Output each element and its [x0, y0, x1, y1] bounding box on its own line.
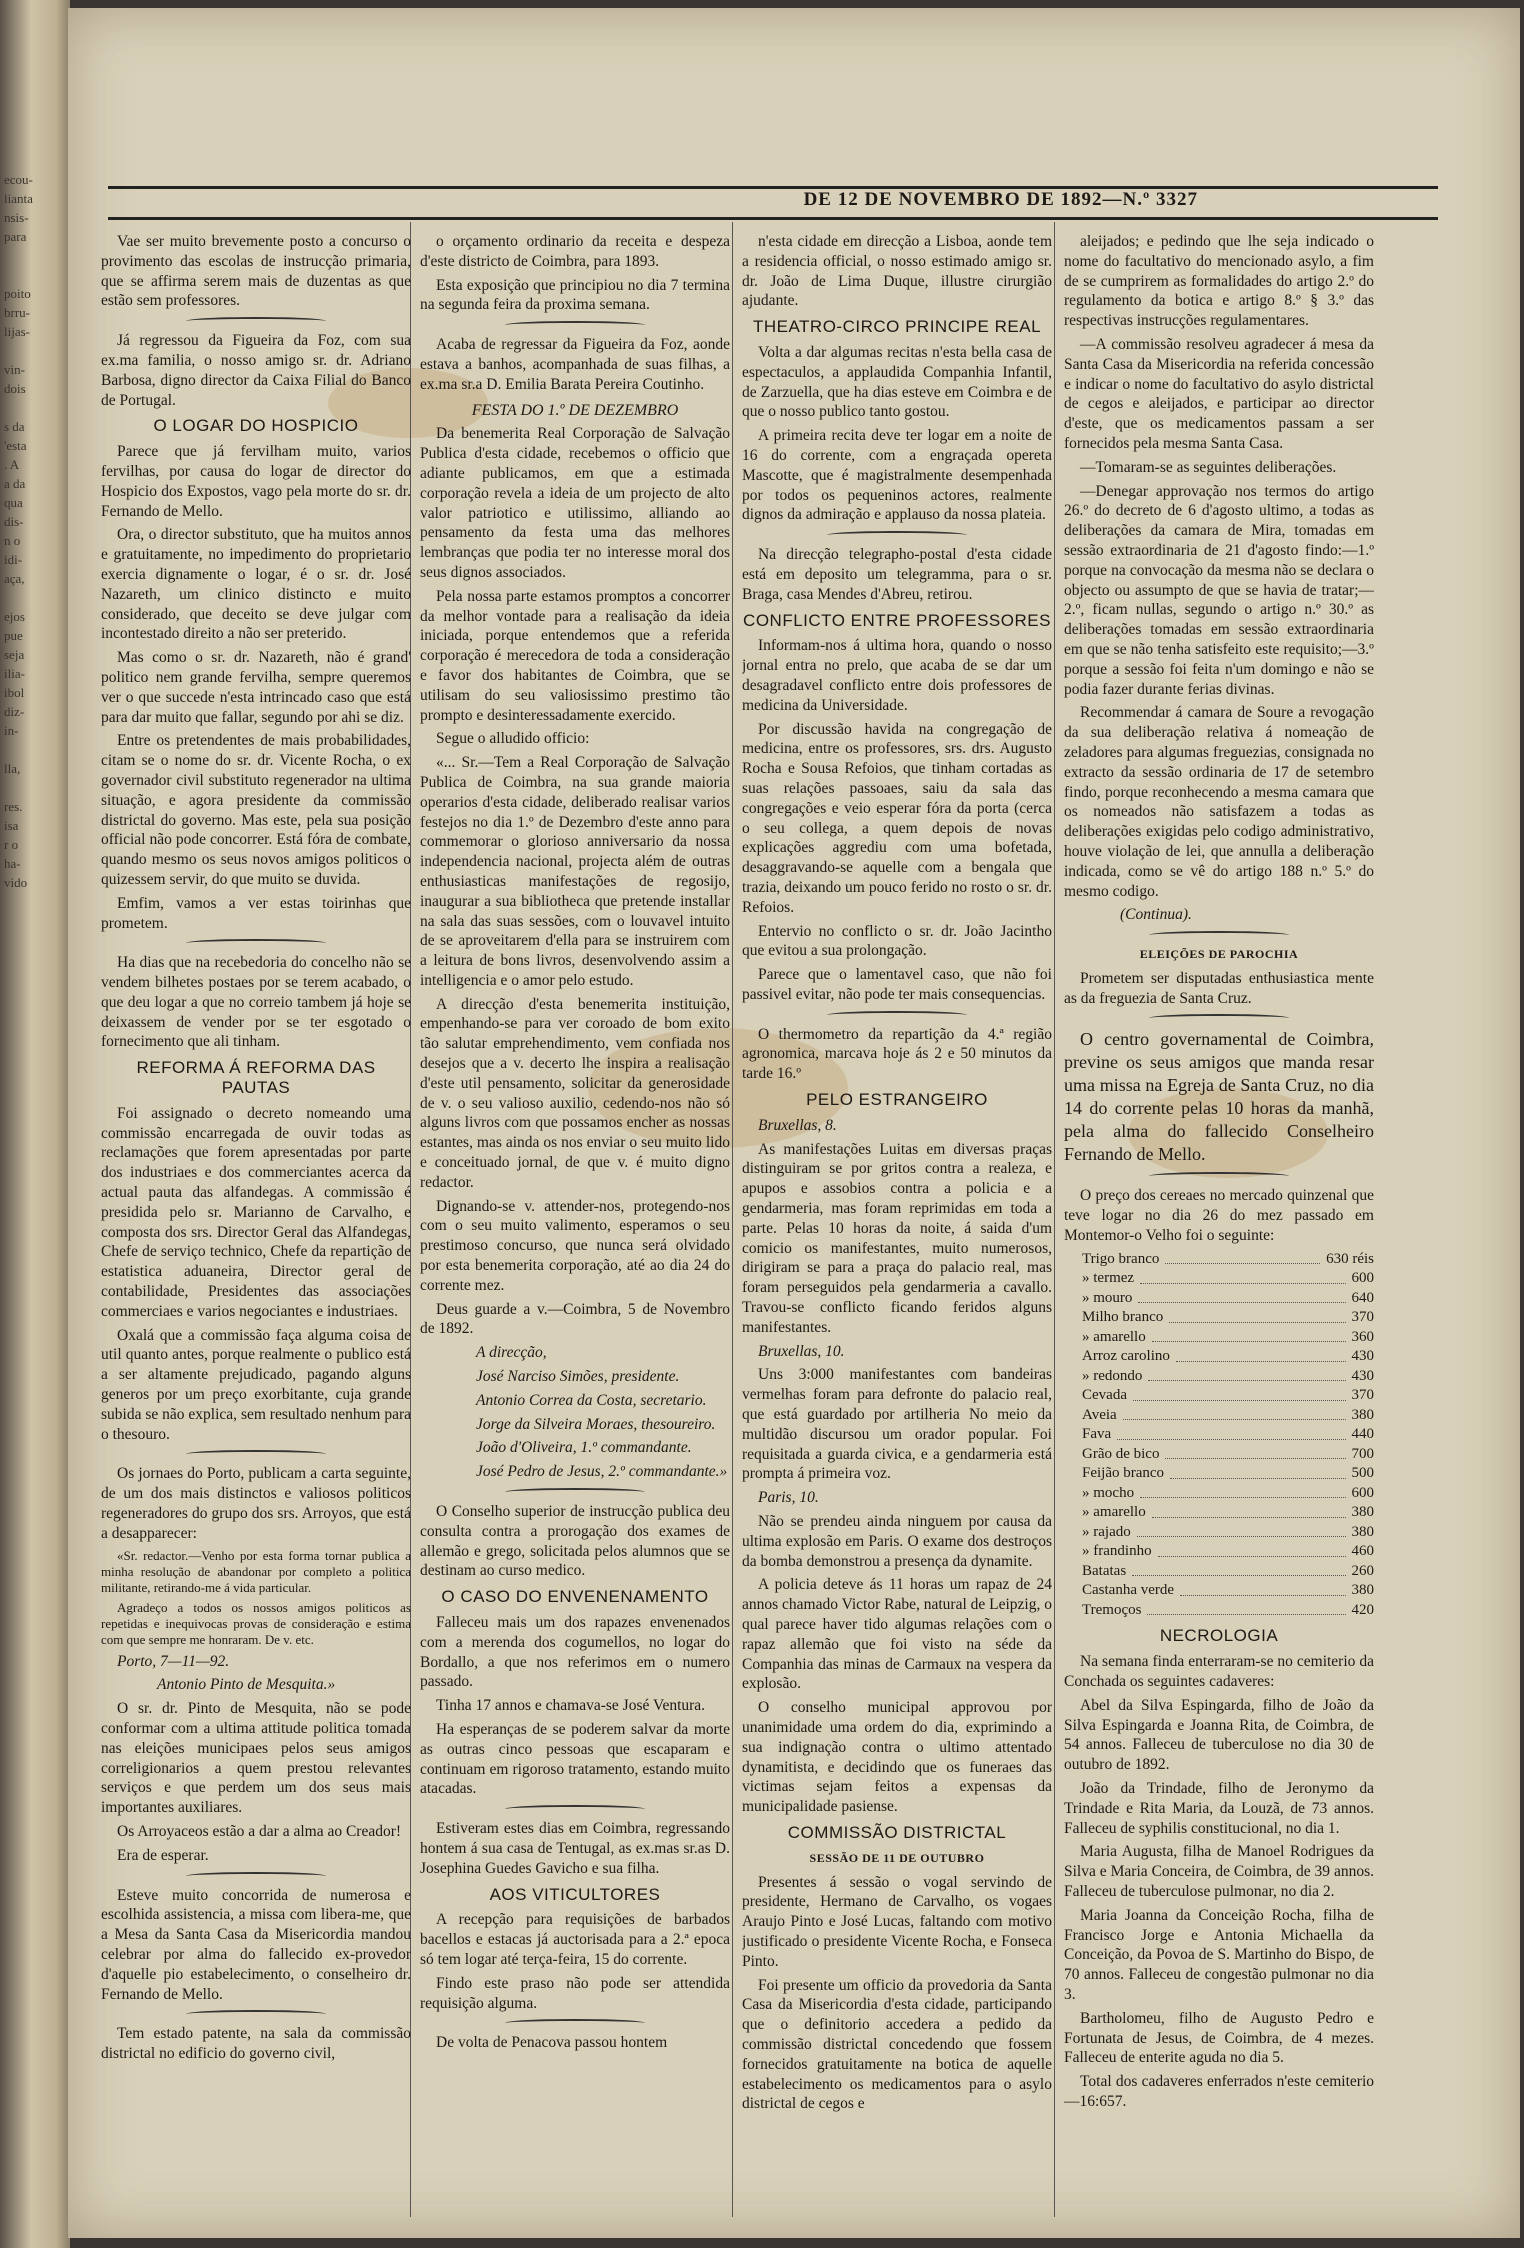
price-item: Cevada [1082, 1387, 1127, 1404]
paragraph: Maria Augusta, filha de Manoel Rodrigues da Silva e Maria Conceira, de Coimbra, de 39 annos. Falleceu de tuberculose pulmonar, no dia 2. [1064, 1843, 1374, 1900]
price-row [1064, 1464, 1374, 1484]
price-value: 430 [1351, 1348, 1374, 1365]
price-row [1064, 1601, 1374, 1621]
leader-dots [1170, 1464, 1345, 1479]
dateline: Bruxellas, 8. [758, 1116, 837, 1134]
section-separator [1149, 1014, 1289, 1022]
paragraph: Falleceu mais um dos rapazes envenenados com a merenda dos cogumellos, no logar do Bordallo, a que nos referimos em o numero passado. [420, 1614, 730, 1691]
paragraph: Presentes á sessão o vogal servindo de presidente, Hermano de Carvalho, os vogaes Araujo Pinto e José Lucas, faltando com motivo justificado o presidente Vicente Rocha, e Fonseca Pinto. [742, 1873, 1052, 1970]
paragraph: Bartholomeu, filho de Augusto Pedro e Fortunata de Jesus, de Coimbra, de 4 mezes. Falleceu de enterite aguda no dia 5. [1064, 2009, 1374, 2067]
leader-dots [1148, 1367, 1345, 1382]
price-value: 430 [1351, 1367, 1374, 1384]
leader-dots [1176, 1347, 1346, 1362]
paragraph: O conselho municipal approvou por unanimidade uma ordem do dia, exprimindo a sua indignação contra o ultimo attentado dynamitista, e decidindo que os funeraes das victimas sejam feitos a expensas da municipalidade pasiense. [742, 1699, 1052, 1816]
paragraph: Tinha 17 annos e chamava-se José Ventura. [436, 1697, 706, 1715]
price-row [1064, 1484, 1374, 1504]
section-heading: NECROLOGIA [1159, 1626, 1279, 1646]
price-item: » amarello [1082, 1328, 1146, 1345]
section-heading: REFORMA Á REFORMA DAS PAUTAS [136, 1058, 376, 1098]
price-item: Tremoços [1082, 1601, 1142, 1618]
paragraph: Maria Joanna da Conceição Rocha, filha de Francisco Jorge e Antonia Michaella da Conceição, da Povoa de S. Martinho do Bispo, de 70 annos. Falleceu de congestão pulmonar no dia 3. [1064, 1906, 1374, 2003]
section-heading: FESTA DO 1.º DE DEZEMBRO [471, 401, 679, 419]
paragraph: A recepção para requisições de barbados bacellos e estacas já auctorisada para a 2.ª epoca só tem logar até terça-feira, 15 do corrente. [420, 1911, 730, 1968]
paragraph: Foi assignado o decreto nomeando uma commissão encarregada de ouvir todas as reclamações que forem apresentadas por parte dos industriaes e dos commerciantes acerca da actual pauta das alfandegas. A commissão é presidida pelo sr. Marianno de Carvalho, e composta dos srs. Director Geral das Alfandegas, Chefe de serviço technico, Chefe da repartição de estatistica aduaneira, Director geral de contabilidade, Presidentes das associações commerciaes e varios negociantes e industriaes. [101, 1104, 411, 1320]
paragraph: Mas como o sr. dr. Nazareth, não é grand' politico nem grande fervilha, sempre queremos ver o que succede n'esta intrincado caso que está para dar muito que fallar, segundo por ahi se diz. [101, 649, 411, 726]
column-2 [420, 232, 730, 2217]
price-value: 420 [1351, 1601, 1374, 1618]
column-1 [101, 232, 411, 2217]
section-separator [186, 939, 326, 947]
price-row [1064, 1523, 1374, 1543]
paragraph: Da benemerita Real Corporação de Salvação Publica d'esta cidade, recebemos o officio que adiante publicamos, em que a estimada corporação revela a ideia de um projecto de alto valor patriotico e utilissimo, alliando ao pensamento da festa uma das melhores lembranças que podia ter no interesse moral dos seus dignos associados. [420, 425, 730, 581]
section-heading: AOS VITICULTORES [489, 1884, 661, 1904]
paragraph: As manifestações Luitas em diversas praças distinguiram se por gritos contra a realeza, e apupos e assobios contra a policia e a gendarmeria, mas foram reprimidas em toda a parte. Pelas 10 horas da noite, á saida d'um comicio os manifestantes, muito numerosos, dirigiram se para a praça do palacio real, mas foram perseguidos pela gendarmeria a cavallo. Travou-se conflicto ficando feridos alguns manifestantes. [742, 1140, 1052, 1336]
paragraph: Não se prendeu ainda ninguem por causa da ultima explosão em Paris. O exame dos destroços da bomba demonstrou a presença da dynamite. [742, 1513, 1052, 1570]
price-item: Arroz carolino [1082, 1348, 1170, 1365]
signature-line: José Narciso Simões, presidente. [476, 1368, 680, 1386]
sub-heading: ELEIÇÕES DE PAROCHIA [1139, 947, 1299, 962]
section-separator [827, 531, 967, 539]
leader-dots [1152, 1328, 1346, 1343]
paragraph: Na semana finda enterraram-se no cemiterio da Conchada os seguintes cadaveres: [1064, 1653, 1374, 1690]
paragraph: Parece que o lamentavel caso, que não foi passivel evitar, não pode ter mais consequencias. [742, 966, 1052, 1003]
price-row [1064, 1269, 1374, 1289]
paragraph: Já regressou da Figueira da Foz, com sua ex.ma familia, o nosso amigo sr. dr. Adriano Barbosa, digno director da Caixa Filial do Banco de Portugal. [101, 332, 411, 409]
column-divider [1054, 222, 1055, 2217]
leader-dots [1137, 1523, 1346, 1538]
section-separator [186, 2010, 326, 2018]
price-item: Milho branco [1082, 1309, 1164, 1326]
price-item: » redondo [1082, 1367, 1143, 1384]
price-table [1064, 1250, 1374, 1621]
section-separator [505, 2019, 645, 2027]
adjacent-page-spine [0, 0, 70, 2248]
price-value: 440 [1351, 1426, 1374, 1443]
paragraph: Uns 3:000 manifestantes com bandeiras vermelhas foram para defronte do palacio real, que está guardado por artilheria No meio da multidão discursou um orador popular. Foi requisitada a guarda civica, e a gendarmeria está prompta á primeira voz. [742, 1366, 1052, 1483]
paragraph: Dignando-se v. attender-nos, protegendo-nos com o seu muito valimento, esperamos o seu prestimoso concurso, que nunca será olvidado por esta benemerita corporação, até ao dia 24 do corrente mez. [420, 1197, 730, 1294]
price-value: 370 [1351, 1387, 1374, 1404]
paragraph: Recommendar á camara de Soure a revogação da sua deliberação relativa á nomeação de zeladores para algumas freguezias, consignada no extracto da sessão ordinaria de 17 de setembro findo, porque reconhecendo a mesma camara que os nomeados não satisfazem a todas as deliberações exigidas pelo codigo administrativo, houve violação de lei, que annulla a deliberação indicada, como se vê do artigo 188 n.º 5.º do mesmo codigo. [1064, 704, 1374, 900]
paragraph: Ha dias que na recebedoria do concelho não se vendem bilhetes postaes por se terem acabado, o que deu logar a que no correio tambem já hoje se deixassem de vender por se ter esgotado o fornecimento que ali tinham. [101, 954, 411, 1051]
paragraph: O Conselho superior de instrucção publica deu consulta contra a prorogação dos exames de allemão e grego, solicitada pelos alumnos que se destinam ao curso medico. [420, 1503, 730, 1580]
paragraph: Ha esperanças de se poderem salvar da morte as outras cinco pessoas que escaparam e continuam em rigoroso tratamento, estando muito atacadas. [420, 1720, 730, 1798]
paragraph: João da Trindade, filho de Jeronymo da Trindade e Rita Maria, da Louzã, de 73 annos. Falleceu de syphilis constitucional, no dia 1. [1064, 1779, 1374, 1837]
leader-dots [1165, 1250, 1320, 1265]
price-item: » termez [1082, 1270, 1135, 1287]
paragraph: —Tomaram-se as seguintes deliberações. [1080, 458, 1337, 476]
paragraph: Por discussão havida na congregação de medicina, entre os professores, srs. drs. Augusto Rocha e Sousa Refoios, que tinham cortadas as suas relações passoaes, saiu da sala das congregações e veio esperar fóra da porta (cerca o seu collega, a quem depois de novas explicações aggrediu com uma bofetada, desaggravando-se aquelle com a bengala que trazia, deixando um pouco ferido no rosto o sr. dr. Refoios. [742, 720, 1052, 916]
signature-line: Antonio Correa da Costa, secretario. [476, 1391, 707, 1409]
price-value: 380 [1351, 1523, 1374, 1540]
leader-dots [1180, 1581, 1345, 1596]
leader-dots [1140, 1269, 1345, 1284]
paragraph: «... Sr.—Tem a Real Corporação de Salvação Publica de Coimbra, na sua grande maioria operarios d'esta cidade, deliberado realisar varios festejos no dia 1.º de Dezembro d'este anno para commemorar o glorioso anniversario da nossa independencia nacional, projecta além de outras enthusiasticas manifestações de regosijo, inaugurar a sua bibliotheca que pretende installar na sala das suas sessões, com o louvavel intuito de se aproveitarem d'ella para se instruirem com a leitura de bons livros, desenvolvendo assim a intelligencia e o amor pelo estudo. [420, 754, 730, 989]
signature-line: João d'Oliveira, 1.º commandante. [476, 1439, 692, 1457]
paragraph: Abel da Silva Espingarda, filho de João da Silva Espingarda e Joanna Rita, de Coimbra, de 54 annos. Falleceu de tuberculose no dia 30 de outubro de 1892. [1064, 1696, 1374, 1774]
price-item: Fava [1082, 1426, 1112, 1443]
price-row [1064, 1367, 1374, 1387]
price-value: 380 [1351, 1406, 1374, 1423]
price-row [1064, 1386, 1374, 1406]
paragraph: O sr. dr. Pinto de Mesquita, não se pode conformar com a ultima attitude politica tomada nas eleições municipaes pelos seus amigos correligionarios a quem prestou relevantes serviços e que perdem um dos seus mais importantes auxiliares. [101, 1700, 411, 1817]
sub-heading: SESSÃO DE 11 DE OUTUBRO [809, 1850, 985, 1865]
price-value: 630 réis [1326, 1250, 1374, 1267]
section-separator [827, 1011, 967, 1019]
price-row [1064, 1503, 1374, 1523]
price-value: 260 [1351, 1562, 1374, 1579]
price-item: » amarello [1082, 1504, 1146, 1521]
paragraph: Total dos cadaveres enferrados n'este cemiterio—16:657. [1064, 2073, 1374, 2110]
price-value: 380 [1351, 1582, 1374, 1599]
price-item: Feijão branco [1082, 1465, 1165, 1482]
paragraph: Findo este praso não pode ser attendida requisição alguma. [420, 1974, 730, 2012]
section-heading: THEATRO-CIRCO PRINCIPE REAL [752, 317, 1042, 337]
dateline: Porto, 7—11—92. [117, 1652, 230, 1670]
notice-paragraph: O centro governamental de Coimbra, previne os seus amigos que manda resar uma missa na Egreja de Santa Cruz, no dia 14 do corrente pelas 10 horas da manhã, pela alma do fallecido Conselheiro Fernando de Mello. [1064, 1029, 1374, 1165]
price-item: Grão de bico [1082, 1445, 1160, 1462]
leader-dots [1117, 1425, 1345, 1440]
paragraph: Deus guarde a v.—Coimbra, 5 de Novembro de 1892. [420, 1300, 730, 1338]
paragraph: Volta a dar algumas recitas n'esta bella casa de espectaculos, a applaudida Companhia Infantil, de Zarzuella, que ha dias esteve em Coimbra e de que o nosso publico tanto gostou. [742, 343, 1052, 421]
price-row [1064, 1289, 1374, 1309]
price-item: Batatas [1082, 1562, 1127, 1579]
paragraph: o orçamento ordinario da receita e despeza d'este districto de Coimbra, para 1893. [420, 233, 730, 270]
price-value: 500 [1351, 1465, 1374, 1482]
paragraph: A primeira recita deve ter logar em a noite de 16 do corrente, com a engraçada opereta Mascotte, que é magistralmente desempenhada por todos os pequeninos actores, realmente dignos da admiração e applauso da nossa plateia. [742, 427, 1052, 524]
paragraph: A policia deteve ás 11 horas um rapaz de 24 annos chamado Victor Rabe, natural de Leipzig, o qual parece haver tido algumas relações com o rapaz allemão que foi visto na séde da Companhia das minas de Carmaux na vespera da explosão. [742, 1576, 1052, 1693]
paragraph: O thermometro da repartição da 4.ª região agronomica, marcava hoje ás 2 e 50 minutos da tarde 16.º [742, 1025, 1052, 1083]
paragraph: Os jornaes do Porto, publicam a carta seguinte, de um dos mais distinctos e valiosos politicos regeneradores do grupo dos srs. Arroyos, que está a desapparecer: [101, 1465, 411, 1542]
leader-dots [1169, 1308, 1345, 1323]
masthead-rule [108, 186, 1438, 220]
letter-paragraph: Agradeço a todos os nossos amigos politicos as repetidas e inequivocas provas de consideração e estima com que sempre me honraram. De v. etc. [101, 1599, 411, 1647]
leader-dots [1152, 1503, 1346, 1518]
section-separator [186, 317, 326, 325]
dateline: Paris, 10. [758, 1489, 819, 1507]
issue-date-line: DE 12 DE NOVEMBRO DE 1892—N.º 3327 [803, 189, 1198, 210]
section-separator [505, 1805, 645, 1813]
leader-dots [1158, 1542, 1346, 1557]
adjacent-page-text: ecou- lianta nsis- para poito brru- lijas- vin- dois s da 'esta . A a da qua dis- n o idi- aça, ejos pue seja ilia- ibol diz- in- lla, res. isa r o ha- vido [4, 172, 33, 890]
section-heading: COMMISSÃO DISTRICTAL [787, 1822, 1007, 1842]
price-row [1064, 1542, 1374, 1562]
price-value: 700 [1351, 1445, 1374, 1462]
price-item: Trigo branco [1082, 1250, 1160, 1267]
section-separator [505, 1488, 645, 1496]
leader-dots [1133, 1386, 1346, 1401]
paragraph: Foi presente um officio da provedoria da Santa Casa da Misericordia d'esta cidade, participando que o definitorio accedera a pedido da commissão districtal concedendo que fossem fornecidos gratuitamente na botica de aquelle estabelecimento os medicamentos para o asylo districtal de cegos e [742, 1976, 1052, 2113]
newspaper-page [68, 8, 1520, 2238]
leader-dots [1147, 1601, 1345, 1616]
signature-line: A direcção, [476, 1344, 547, 1362]
price-row [1064, 1581, 1374, 1601]
paragraph: Ora, o director substituto, que ha muitos annos e gratuitamente, no impedimento do proprietario exercia dignamente o logar, é o sr. dr. José Nazareth, um clinico distincto e muito considerado, que deceito se deve julgar com incontestado direito a não ser preterido. [101, 526, 411, 643]
paragraph: aleijados; e pedindo que lhe seja indicado o nome do facultativo do mencionado asylo, a fim de se cumprirem as formalidades do artigo 2.º do regulamento da botica e artigo 8.º § 3.º das respectivas instrucções regulamentares. [1064, 233, 1374, 330]
section-separator [186, 1450, 326, 1458]
section-heading: O LOGAR DO HOSPICIO [153, 416, 359, 436]
price-item: » mocho [1082, 1484, 1135, 1501]
leader-dots [1138, 1289, 1345, 1304]
paragraph: Tem estado patente, na sala da commissão districtal no edificio do governo civil, [101, 2025, 411, 2063]
paragraph: Esteve muito concorrida de numerosa e escolhida assistencia, a missa com libera-me, que a Mesa da Santa Casa da Misericordia mandou celebrar por alma do fallecido ex-provedor d'aquelle pio estabelecimento, o conselheiro dr. Fernando de Mello. [101, 1886, 411, 2003]
paragraph: Entre os pretendentes de mais probabilidades, citam se o nome do sr. dr. Vicente Rocha, o ex governador civil substituto regenerador na ultima situação, e agora presidente da commissão districtal do governo. Mas este, pela sua posição official não pode concorrer. Está fóra de combate, quando mesmo os seus novos amigos politicos o quizessem servir, do que muito se duvida. [101, 732, 411, 888]
column-4 [1064, 232, 1374, 2217]
leader-dots [1123, 1406, 1346, 1421]
price-value: 600 [1351, 1270, 1374, 1287]
price-item: Castanha verde [1082, 1582, 1175, 1599]
paragraph: n'esta cidade em direcção a Lisboa, aonde tem a residencia official, o nosso estimado amigo sr. dr. João de Lima Duque, illustre cirurgião ajudante. [742, 233, 1052, 310]
price-row [1064, 1328, 1374, 1348]
section-separator [1149, 1172, 1289, 1180]
price-item: » rajado [1082, 1523, 1131, 1540]
letter-paragraph: «Sr. redactor.—Venho por esta forma tornar publica a minha resolução de abandonar por completo a politica militante, retirando-me á vida particular. [101, 1547, 411, 1595]
paragraph: Os Arroyaceos estão a dar a alma ao Creador! [117, 1822, 402, 1840]
section-separator [186, 1872, 326, 1880]
paragraph: Oxalá que a commissão faça alguma coisa de util quanto antes, porque realmente o publico está a ser altamente prejudicado, pagando alguns generos por um preço exorbitante, cuja grande subida se não explica, sem resultado nenhum para o thesouro. [101, 1326, 411, 1443]
paragraph: O preço dos cereaes no mercado quinzenal que teve logar no dia 26 do mez passado em Montemor-o Velho foi o seguinte: [1064, 1187, 1374, 1245]
signature-line: (Continua). [1120, 906, 1192, 924]
signature-line: José Pedro de Jesus, 2.º commandante.» [476, 1463, 728, 1481]
price-item: » mouro [1082, 1289, 1133, 1306]
paragraph: Parece que já fervilham muito, varios fervilhas, por causa do logar de director do Hospicio dos Expostos, vago pela morte do sr. dr. Fernando de Mello. [101, 443, 411, 520]
paragraph: Segue o alludido officio: [436, 730, 590, 748]
paragraph: Vae ser muito brevemente posto a concurso o provimento das escolas de instrucção primaria, que se affirma serem mais de duzentas as que estão sem professores. [101, 233, 411, 310]
price-value: 600 [1351, 1484, 1374, 1501]
section-heading: CONFLICTO ENTRE PROFESSORES [743, 610, 1051, 630]
price-value: 460 [1351, 1543, 1374, 1560]
price-row [1064, 1425, 1374, 1445]
price-value: 640 [1351, 1289, 1374, 1306]
paragraph: Esta exposição que principiou no dia 7 termina na segunda feira da proxima semana. [420, 276, 730, 314]
section-heading: PELO ESTRANGEIRO [806, 1090, 988, 1110]
paragraph: A direcção d'esta benemerita instituição, empenhando-se para ver coroado de bom exito tão salutar emprehendimento, vem confiada nos desejos que a v. decerto lhe inspira a realisação d'este util pensamento, solicitar da generosidade de v. o seu valioso auxilio, cedendo-nos não só alguns livros com que possamos encher as nossas estantes, mas ainda os nos enviar o seu muito lido e conceituado jornal, de que v. é muito digno redactor. [420, 995, 730, 1191]
paragraph: Na direcção telegrapho-postal d'esta cidade está em deposito um telegramma, para o sr. Braga, casa Mendes d'Abreu, retirou. [742, 546, 1052, 603]
paragraph: —Denegar approvação nos termos do artigo 26.º do decreto de 6 d'agosto ultimo, a todas as deliberações da camara de Mira, tomadas em sessão extraordinaria de 21 d'agosto findo:—1.º porque na convocação da mesma não se declara o objecto ou assumpto de que se havia de tratar;—2.º, ficam nullas, segundo o artigo n.º 30.º as deliberações tomadas em sessão extraordinaria em que se não tenha satisfeito este requisito;—3.º porque a sessão foi feita n'um domingo e não se podia fazer durante ferias divinas. [1064, 482, 1374, 698]
leader-dots [1140, 1484, 1345, 1499]
paragraph: Acaba de regressar da Figueira da Foz, aonde estava a banhos, acompanhada de suas filhas, a ex.ma sr.a D. Emilia Barata Pereira Coutinho. [420, 336, 730, 393]
section-separator [505, 321, 645, 329]
paragraph: —A commissão resolveu agradecer á mesa da Santa Casa da Misericordia na referida concessão e indicar o nome do facultativo do asylo districtal de cegos e aleijados, e participar ao director d'este, que os medicamentos passam a ser fornecidos pela mesma Santa Casa. [1064, 335, 1374, 452]
leader-dots [1132, 1562, 1345, 1577]
price-value: 380 [1351, 1504, 1374, 1521]
signature-line: Antonio Pinto de Mesquita.» [157, 1676, 336, 1694]
paragraph: Era de esperar. [117, 1846, 209, 1864]
paragraph: De volta de Penacova passou hontem [436, 2034, 668, 2052]
section-separator [1149, 931, 1289, 939]
price-row [1064, 1406, 1374, 1426]
dateline: Bruxellas, 10. [758, 1342, 845, 1360]
paragraph: Informam-nos á ultima hora, quando o nosso jornal entra no prelo, que acaba de se dar um desagradavel conflicto entre dois professores de medicina da Universidade. [742, 637, 1052, 714]
price-value: 370 [1351, 1309, 1374, 1326]
price-row [1064, 1308, 1374, 1328]
price-row [1064, 1347, 1374, 1367]
column-divider [732, 222, 733, 2217]
paragraph: Prometem ser disputadas enthusiastica mente as da freguezia de Santa Cruz. [1064, 969, 1374, 1007]
price-row [1064, 1250, 1374, 1270]
paragraph: Pela nossa parte estamos promptos a concorrer da melhor vontade para a realisação da ideia iniciada, porque entendemos que a referida corporação é merecedora de toda a consideração e favor dos habitantes de Coimbra, que se utilisam do seu valiosissimo prestimo tão prompto e desinteressadamente exercido. [420, 587, 730, 724]
paragraph: Entervio no conflicto o sr. dr. João Jacintho que evitou a sua prolongação. [742, 922, 1052, 960]
paragraph: Emfim, vamos a ver estas toirinhas que prometem. [101, 894, 411, 932]
price-row [1064, 1445, 1374, 1465]
price-row [1064, 1562, 1374, 1582]
paragraph: Estiveram estes dias em Coimbra, regressando hontem á sua casa de Tentugal, as ex.mas sr.as D. Josephina Guedes Gavicho e sua filha. [420, 1820, 730, 1877]
price-value: 360 [1351, 1328, 1374, 1345]
price-item: » frandinho [1082, 1543, 1152, 1560]
column-3 [742, 232, 1052, 2217]
leader-dots [1165, 1445, 1345, 1460]
section-heading: O CASO DO ENVENENAMENTO [441, 1587, 709, 1607]
signature-line: Jorge da Silveira Moraes, thesoureiro. [476, 1415, 716, 1433]
price-item: Aveia [1082, 1406, 1117, 1423]
